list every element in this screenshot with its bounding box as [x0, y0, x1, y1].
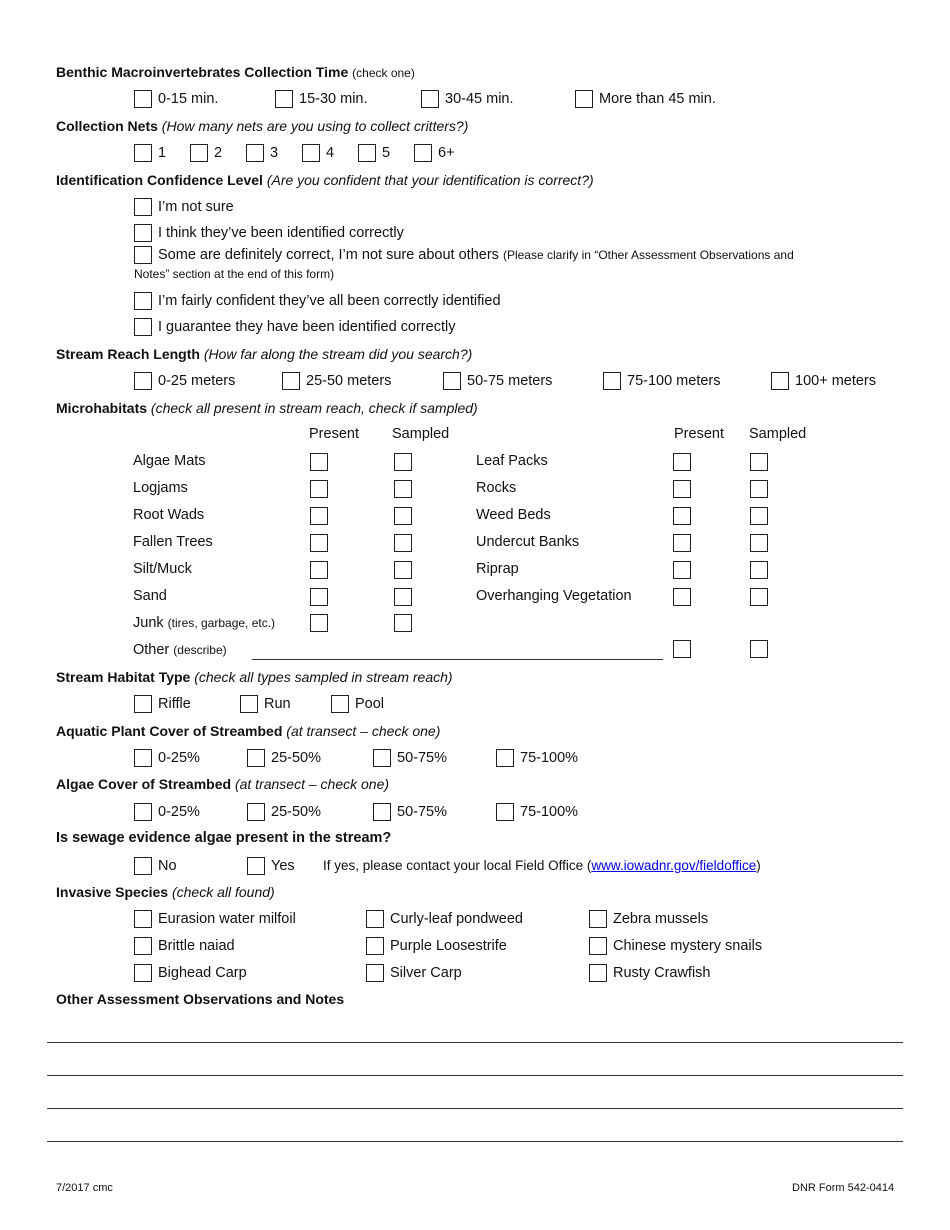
checkbox[interactable] [134, 198, 152, 216]
checkbox[interactable] [134, 246, 152, 264]
plant-cover-0-25[interactable]: 0-25% [134, 749, 200, 767]
present-checkbox[interactable] [673, 507, 691, 525]
checkbox[interactable] [331, 695, 349, 713]
sewage-contact-text: If yes, please contact your local Field Office (www.iowadnr.gov/fieldoffice) [323, 858, 761, 873]
checkbox[interactable] [190, 144, 208, 162]
habitat-type-heading: Stream Habitat Type (check all types sampled in stream reach) [56, 669, 453, 685]
plant-cover-25-50[interactable]: 25-50% [247, 749, 321, 767]
checkbox[interactable] [134, 372, 152, 390]
checkbox[interactable] [366, 910, 384, 928]
sampled-checkbox[interactable] [394, 453, 412, 471]
habitat-pool[interactable]: Pool [331, 695, 384, 713]
checkbox[interactable] [496, 749, 514, 767]
nets-option-1[interactable]: 1 [134, 144, 166, 162]
checkbox[interactable] [134, 292, 152, 310]
microhabitat-label: Overhanging Vegetation [476, 588, 632, 604]
confidence-some-correct[interactable]: Some are definitely correct, I’m not sure about others (Please clarify in “Other Assessment Observations and [134, 246, 794, 264]
reach-100-plus[interactable]: 100+ meters [771, 372, 876, 390]
checkbox[interactable] [246, 144, 264, 162]
invasive-option[interactable]: Chinese mystery snails [589, 937, 762, 955]
checkbox[interactable] [134, 144, 152, 162]
present-checkbox[interactable] [673, 534, 691, 552]
footer-form-id: DNR Form 542-0414 [792, 1182, 895, 1194]
microhabitat-label-junk: Junk (tires, garbage, etc.) [133, 615, 276, 631]
checkbox[interactable] [373, 749, 391, 767]
habitat-run[interactable]: Run [240, 695, 291, 713]
checkbox[interactable] [575, 90, 593, 108]
sampled-checkbox[interactable] [750, 534, 768, 552]
col-present-left: Present [309, 426, 359, 442]
microhabitat-label: Fallen Trees [133, 534, 213, 550]
microhabitat-label: Rocks [476, 480, 517, 496]
confidence-think-correct[interactable]: I think they’ve been identified correctly [134, 224, 404, 242]
other-describe-line[interactable] [252, 659, 663, 660]
algae-cover-0-25[interactable]: 0-25% [134, 803, 200, 821]
present-checkbox[interactable] [310, 480, 328, 498]
present-checkbox[interactable] [310, 588, 328, 606]
sampled-checkbox[interactable] [394, 561, 412, 579]
reach-0-25[interactable]: 0-25 meters [134, 372, 235, 390]
checkbox[interactable] [443, 372, 461, 390]
checkbox[interactable] [134, 803, 152, 821]
sampled-checkbox[interactable] [750, 453, 768, 471]
present-checkbox[interactable] [310, 561, 328, 579]
invasive-option[interactable]: Bighead Carp [134, 964, 247, 982]
present-checkbox[interactable] [673, 561, 691, 579]
invasive-option[interactable]: Brittle naiad [134, 937, 235, 955]
plant-cover-heading: Aquatic Plant Cover of Streambed (at transect – check one) [56, 723, 441, 739]
col-sampled-left: Sampled [392, 426, 450, 442]
sampled-checkbox[interactable] [394, 614, 412, 632]
time-option-0-15[interactable]: 0-15 min. [134, 90, 218, 108]
reach-length-heading: Stream Reach Length (How far along the stream did you search?) [56, 346, 473, 362]
invasive-option[interactable]: Purple Loosestrife [366, 937, 507, 955]
checkbox[interactable] [134, 857, 152, 875]
sampled-checkbox[interactable] [750, 588, 768, 606]
present-checkbox[interactable] [673, 588, 691, 606]
sampled-checkbox[interactable] [750, 561, 768, 579]
reach-75-100[interactable]: 75-100 meters [603, 372, 721, 390]
microhabitat-label: Root Wads [133, 507, 205, 523]
microhabitat-label: Algae Mats [133, 453, 206, 469]
present-checkbox[interactable] [310, 507, 328, 525]
notes-line[interactable] [47, 1108, 903, 1109]
checkbox[interactable] [134, 695, 152, 713]
microhabitat-label: Leaf Packs [476, 453, 548, 469]
checkbox[interactable] [134, 749, 152, 767]
checkbox[interactable] [589, 964, 607, 982]
sewage-no[interactable]: No [134, 857, 177, 875]
sampled-checkbox[interactable] [750, 480, 768, 498]
checkbox[interactable] [421, 90, 439, 108]
algae-cover-75-100[interactable]: 75-100% [496, 803, 578, 821]
sampled-checkbox[interactable] [394, 588, 412, 606]
invasive-option[interactable]: Eurasion water milfoil [134, 910, 296, 928]
checkbox[interactable] [247, 803, 265, 821]
present-checkbox[interactable] [673, 453, 691, 471]
checkbox[interactable] [603, 372, 621, 390]
invasive-heading: Invasive Species (check all found) [56, 884, 275, 900]
checkbox[interactable] [134, 964, 152, 982]
microhabitats-heading: Microhabitats (check all present in stream reach, check if sampled) [56, 400, 478, 416]
confidence-heading: Identification Confidence Level (Are you confident that your identification is correct?) [56, 172, 594, 188]
checkbox[interactable] [771, 372, 789, 390]
sampled-checkbox[interactable] [394, 507, 412, 525]
confidence-fairly-confident[interactable]: I’m fairly confident they’ve all been correctly identified [134, 292, 501, 310]
time-option-15-30[interactable]: 15-30 min. [275, 90, 368, 108]
invasive-option[interactable]: Silver Carp [366, 964, 462, 982]
checkbox[interactable] [134, 910, 152, 928]
sampled-checkbox[interactable] [394, 480, 412, 498]
checkbox[interactable] [366, 964, 384, 982]
col-present-right: Present [674, 426, 724, 442]
plant-cover-50-75[interactable]: 50-75% [373, 749, 447, 767]
notes-line[interactable] [47, 1141, 903, 1142]
microhabitat-label: Undercut Banks [476, 534, 580, 550]
collection-time-heading: Benthic Macroinvertebrates Collection Time (check one) [56, 64, 415, 80]
confidence-note-continuation: Notes” section at the end of this form) [134, 267, 335, 281]
nets-option-3[interactable]: 3 [246, 144, 278, 162]
checkbox[interactable] [247, 857, 265, 875]
confidence-guarantee[interactable]: I guarantee they have been identified correctly [134, 318, 455, 336]
invasive-option[interactable]: Rusty Crawfish [589, 964, 711, 982]
microhabitat-label: Weed Beds [476, 507, 551, 523]
reach-25-50[interactable]: 25-50 meters [282, 372, 391, 390]
nets-option-4[interactable]: 4 [302, 144, 334, 162]
notes-line[interactable] [47, 1042, 903, 1043]
nets-option-6plus[interactable]: 6+ [414, 144, 455, 162]
invasive-option[interactable]: Zebra mussels [589, 910, 708, 928]
checkbox[interactable] [302, 144, 320, 162]
checkbox[interactable] [373, 803, 391, 821]
microhabitat-label: Silt/Muck [133, 561, 192, 577]
plant-cover-75-100[interactable]: 75-100% [496, 749, 578, 767]
checkbox[interactable] [414, 144, 432, 162]
sewage-yes[interactable]: Yes [247, 857, 295, 875]
present-checkbox[interactable] [310, 534, 328, 552]
checkbox[interactable] [282, 372, 300, 390]
checkbox[interactable] [134, 224, 152, 242]
checkbox[interactable] [134, 90, 152, 108]
checkbox[interactable] [589, 910, 607, 928]
present-checkbox[interactable] [673, 640, 691, 658]
nets-option-2[interactable]: 2 [190, 144, 222, 162]
checkbox[interactable] [358, 144, 376, 162]
confidence-not-sure[interactable]: I’m not sure [134, 198, 234, 216]
notes-heading: Other Assessment Observations and Notes [56, 991, 345, 1007]
time-option-30-45[interactable]: 30-45 min. [421, 90, 514, 108]
present-checkbox[interactable] [673, 480, 691, 498]
checkbox[interactable] [366, 937, 384, 955]
time-option-45-plus[interactable]: More than 45 min. [575, 90, 716, 108]
collection-nets-heading: Collection Nets (How many nets are you using to collect critters?) [56, 118, 469, 134]
field-office-link[interactable]: www.iowadnr.gov/fieldoffice [591, 858, 757, 873]
present-checkbox[interactable] [310, 453, 328, 471]
checkbox[interactable] [134, 937, 152, 955]
checkbox[interactable] [134, 318, 152, 336]
checkbox[interactable] [275, 90, 293, 108]
footer-date: 7/2017 cmc [56, 1182, 113, 1194]
algae-cover-heading: Algae Cover of Streambed (at transect – check one) [56, 776, 390, 792]
checkbox[interactable] [240, 695, 258, 713]
checkbox[interactable] [247, 749, 265, 767]
checkbox[interactable] [496, 803, 514, 821]
sampled-checkbox[interactable] [750, 507, 768, 525]
microhabitat-label: Logjams [133, 480, 188, 496]
microhabitat-label: Riprap [476, 561, 519, 577]
checkbox[interactable] [589, 937, 607, 955]
sewage-heading: Is sewage evidence algae present in the stream? [56, 830, 392, 846]
present-checkbox[interactable] [310, 614, 328, 632]
algae-cover-25-50[interactable]: 25-50% [247, 803, 321, 821]
sampled-checkbox[interactable] [750, 640, 768, 658]
habitat-riffle[interactable]: Riffle [134, 695, 191, 713]
reach-50-75[interactable]: 50-75 meters [443, 372, 552, 390]
microhabitat-label-other: Other (describe) [133, 642, 227, 658]
nets-option-5[interactable]: 5 [358, 144, 390, 162]
invasive-option[interactable]: Curly-leaf pondweed [366, 910, 523, 928]
algae-cover-50-75[interactable]: 50-75% [373, 803, 447, 821]
col-sampled-right: Sampled [749, 426, 807, 442]
sampled-checkbox[interactable] [394, 534, 412, 552]
notes-line[interactable] [47, 1075, 903, 1076]
microhabitat-label: Sand [133, 588, 167, 604]
